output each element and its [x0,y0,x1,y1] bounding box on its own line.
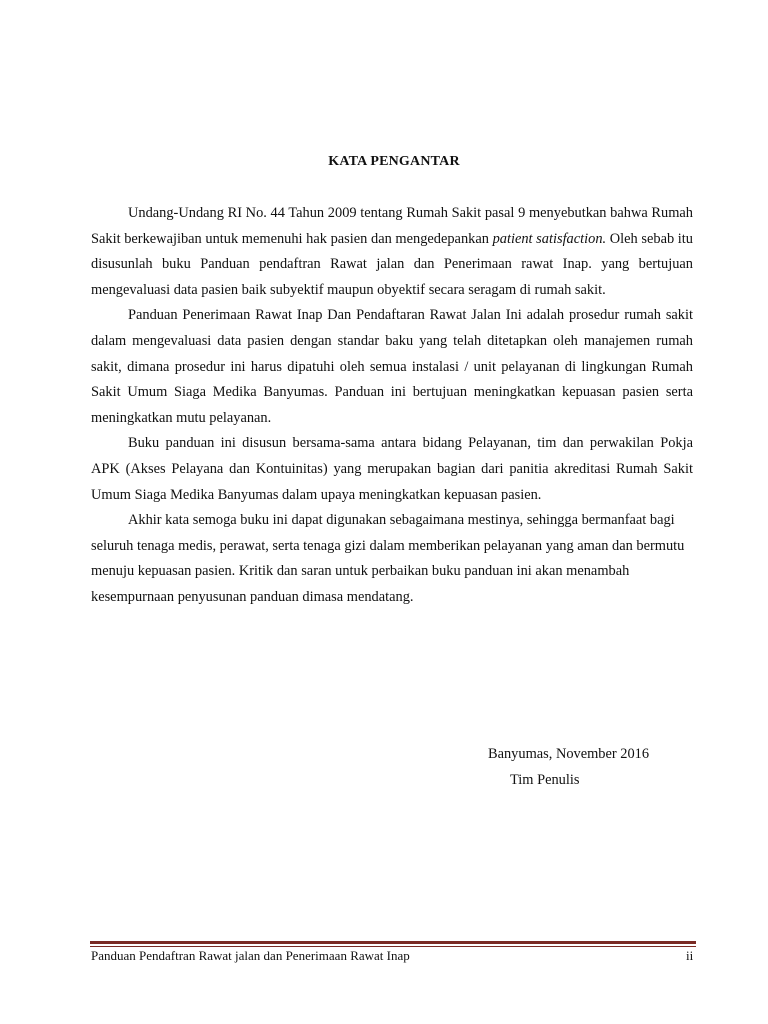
signature-block [488,741,649,793]
signature-author: Tim Penulis [510,772,580,788]
page-number: ii [686,948,694,963]
footer-divider-thick [90,941,696,944]
paragraph-1 [91,201,693,303]
footer-divider-thin [90,946,696,947]
signature-place-date: Banyumas, November 2016 [488,746,650,762]
footer-title: Panduan Pendaftran Rawat jalan dan Penerimaan Rawat Inap [91,948,410,963]
paragraph-2: Panduan Penerimaan Rawat Inap Dan Pendaftaran Rawat Jalan Ini adalah prosedur rumah sakit dalam mengevaluasi data pasien dengan standar baku yang telah ditetapkan oleh manajemen rumah sakit, dimana prosedur ini harus dipatuhi oleh semua instalasi / unit pelayanan di lingkungan Rumah Sakit Umum Siaga Medika Banyumas. Panduan ini bertujuan meningkatkan kepuasan pasien serta meningkatkan mutu pelayanan. [91,307,693,426]
paragraph-1-text-a: Undang-Undang RI No. 44 Tahun 2009 tentang Rumah Sakit pasal 9 menyebutkan bahwa Rumah Sakit berkewajiban untuk memenuhi hak pasien dan mengedepankan [91,205,693,247]
paragraph-1-italic: patient satisfaction. [492,230,607,247]
page-title: KATA PENGANTAR [328,154,460,169]
paragraph-3: Buku panduan ini disusun bersama-sama antara bidang Pelayanan, tim dan perwakilan Pokja APK (Akses Pelayana dan Kontuinitas) yang merupakan bagian dari panitia akreditasi Rumah Sakit Umum Siaga Medika Banyumas dalam upaya meningkatkan kepuasan pasien. [91,435,693,503]
paragraph-4: Akhir kata semoga buku ini dapat digunakan sebagaimana mestinya, sehingga bermanfaat bagi seluruh tenaga medis, perawat, serta tenaga gizi dalam memberikan pelayanan yang aman dan bermutu menuju kepuasan pasien. Kritik dan saran untuk perbaikan buku panduan ini akan menambah kesempurnaan penyusunan panduan dimasa mendatang. [91,512,685,605]
body-text [91,201,693,611]
paragraph-1-text-b: Oleh sebab itu disusunlah buku Panduan pendaftran Rawat jalan dan Penerimaan rawat Inap. yang bertujuan mengevaluasi data pasien baik subyektif maupun obyektif secara seragam di rumah sakit. [91,230,693,298]
